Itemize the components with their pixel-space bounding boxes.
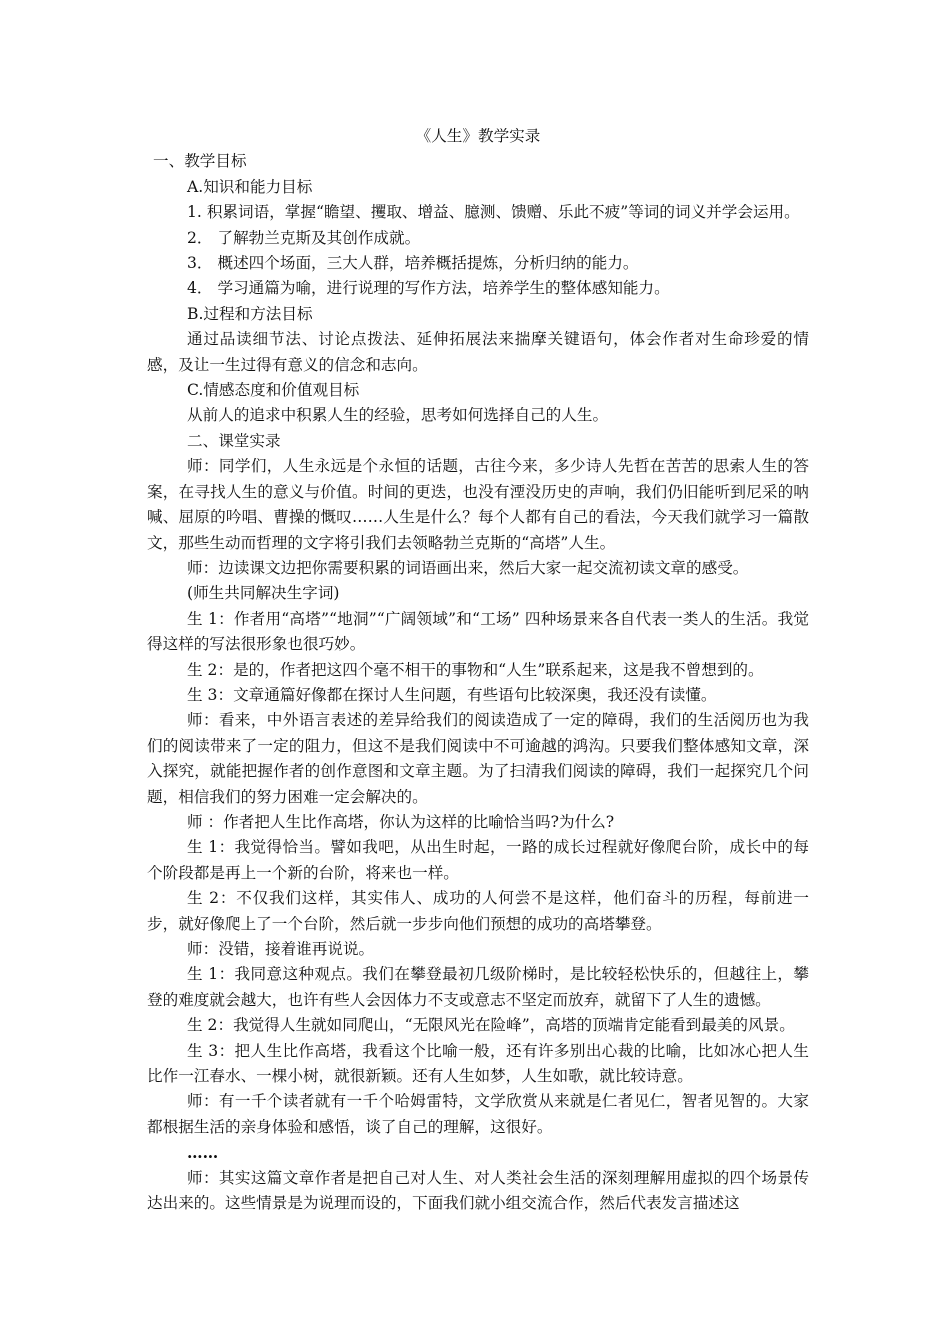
dialogue-paragraph: 生 2：不仅我们这样，其实伟人、成功的人何尝不是这样，他们奋斗的历程，每前进一步，就好像爬上了一个台阶，然后就一步步向他们预想的成功的高塔攀登。 <box>147 889 809 933</box>
dialogue-paragraph: 师：有一千个读者就有一千个哈姆雷特，文学欣赏从来就是仁者见仁，智者见智的。大家都根据生活的亲身体验和感悟，谈了自己的理解，这很好。 <box>147 1092 809 1136</box>
dialogue-paragraph: 生 3：文章通篇好像都在探讨人生问题，有些语句比较深奥，我还没有读懂。 <box>187 685 717 704</box>
goal-item-1: 1. 积累词语，掌握“瞻望、攫取、增益、臆测、馈赠、乐此不疲”等词的词义并学会运用。 <box>187 203 800 222</box>
subheading-knowledge-ability: A.知识和能力目标 <box>187 177 313 196</box>
dialogue-paragraph: (师生共同解决生字词) <box>187 584 340 603</box>
subheading-process-method: B.过程和方法目标 <box>187 304 313 323</box>
document-title: 《人生》教学实录 <box>415 127 541 145</box>
section-heading-goals: 一、教学目标 <box>153 152 247 171</box>
dialogue-paragraph: 生 1：我觉得恰当。譬如我吧，从出生时起，一路的成长过程就好像爬台阶，成长中的每个阶段都是再上一个新的台阶，将来也一样。 <box>147 838 809 882</box>
dialogue-paragraph: 生 1：我同意这种观点。我们在攀登最初几级阶梯时，是比较轻松快乐的，但越往上，攀登的难度就会越大，也许有些人会因体力不支或意志不坚定而放弃，就留下了人生的遗憾。 <box>147 965 809 1009</box>
dialogue-paragraph: 生 1：作者用“高塔”“地洞”“广阔领域”和“工场” 四种场景来各自代表一类人的生活。我觉得这样的写法很形象也很巧妙。 <box>147 609 809 654</box>
ellipsis-marker: …… <box>187 1143 219 1163</box>
dialogue-paragraph: 生 2：我觉得人生就如同爬山，“无限风光在险峰”，高塔的顶端肯定能看到最美的风景。 <box>187 1016 795 1035</box>
dialogue-paragraph: 生 2：是的，作者把这四个毫不相干的事物和“人生”联系起来，这是我不曾想到的。 <box>187 660 764 679</box>
dialogue-paragraph: 师：看来，中外语言表述的差异给我们的阅读造成了一定的障碍，我们的生活阅历也为我们的阅读带来了一定的阻力，但这不是我们阅读中不可逾越的鸿沟。只要我们整体感知文章，深入探究，就能把握作者的创作意图和文章主题。为了扫清我们阅读的障碍，我们一起探究几个问题，相信我们的努力困难一定会解决的。 <box>147 711 809 806</box>
goal-item-2: 2． 了解勃兰克斯及其创作成就。 <box>187 228 421 247</box>
dialogue-paragraph: 生 3：把人生比作高塔，我看这个比喻一般，还有许多别出心裁的比喻，比如冰心把人生比作一江春水、一棵小树，就很新颖。还有人生如梦，人生如歌，就比较诗意。 <box>147 1041 809 1086</box>
section-heading-classroom-record: 二、课堂实录 <box>187 431 281 450</box>
document-page <box>147 124 809 1216</box>
goal-item-4: 4． 学习通篇为喻，进行说理的写作方法，培养学生的整体感知能力。 <box>187 279 670 298</box>
subheading-emotion-values: C.情感态度和价值观目标 <box>187 381 360 400</box>
goal-item-3: 3． 概述四个场面，三大人群，培养概括提炼，分析归纳的能力。 <box>187 254 639 273</box>
process-method-text: 通过品读细节法、讨论点拨法、延伸拓展法来揣摩关键语句，体会作者对生命珍爱的情感，及让一生过得有意义的信念和志向。 <box>147 330 809 374</box>
emotion-values-text: 从前人的追求中积累人生的经验，思考如何选择自己的人生。 <box>187 406 609 425</box>
dialogue-paragraph-final: 师：其实这篇文章作者是把自己对人生、对人类社会生活的深刻理解用虚拟的四个场景传达出来的。这些情景是为说理而设的，下面我们就小组交流合作，然后代表发言描述这 <box>147 1168 809 1213</box>
dialogue-paragraph: 师：边读课文边把你需要积累的词语画出来，然后大家一起交流初读文章的感受。 <box>187 558 749 577</box>
dialogue-paragraph: 师：同学们，人生永远是个永恒的话题，古往今来，多少诗人先哲在苦苦的思索人生的答案，在寻找人生的意义与价值。时间的更迭，也没有湮没历史的声响，我们仍旧能听到尼采的呐喊、屈原的吟唱、曹操的慨叹……人生是什么？每个人都有自己的看法，今天我们就学习一篇散文，那些生动而哲理的文字将引我们去领略勃兰克斯的“高塔”人生。 <box>147 457 809 552</box>
dialogue-paragraph: 师 ：作者把人生比作高塔，你认为这样的比喻恰当吗?为什么? <box>187 812 615 831</box>
dialogue-paragraph: 师：没错，接着谁再说说。 <box>187 940 375 958</box>
